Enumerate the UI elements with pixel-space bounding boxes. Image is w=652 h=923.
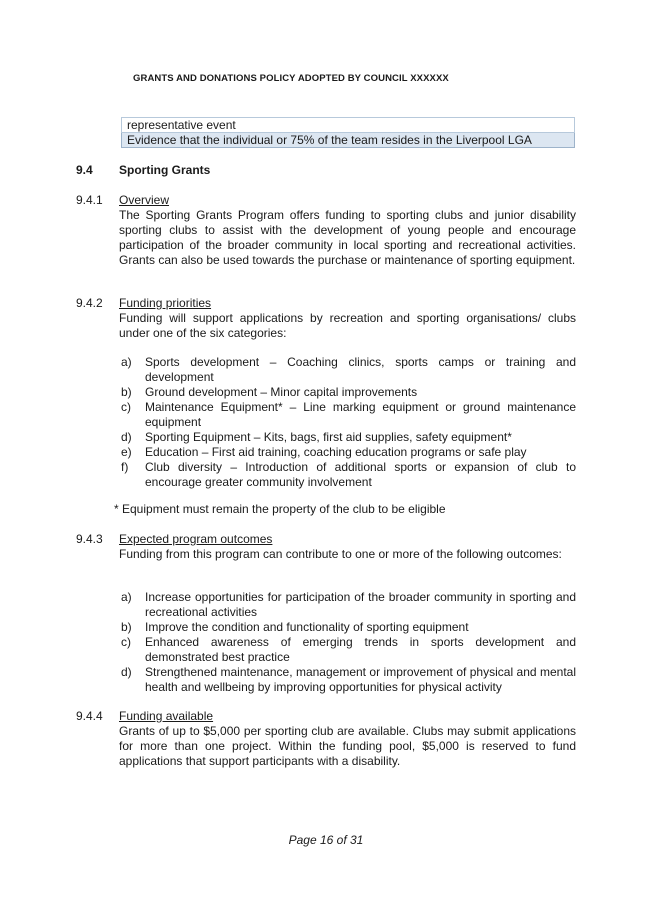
list-item: [121, 635, 576, 665]
list-text: Sporting Equipment – Kits, bags, first aid supplies, safety equipment*: [145, 430, 512, 444]
list-label: c): [121, 400, 131, 414]
list-label: a): [121, 590, 132, 604]
subsection-paragraph: Grants of up to $5,000 per sporting club are available. Clubs may submit applications for more than one project. Within the funding pool, $5,000 is reserved to fund applications that support participants with a disability.: [119, 724, 576, 768]
priorities-list: [121, 355, 576, 490]
list-label: d): [121, 665, 132, 679]
list-text: Increase opportunities for participation of the broader community in sporting and recreational activities: [145, 590, 576, 619]
list-item: [121, 355, 576, 385]
list-item: [121, 445, 576, 460]
subsection-number: 9.4.4: [76, 709, 103, 723]
list-text: Strengthened maintenance, management or improvement of physical and mental health and wellbeing by improving opportunities for physical activity: [145, 665, 576, 694]
list-label: b): [121, 385, 132, 399]
table-cell: representative event: [122, 118, 575, 133]
section-title: Sporting Grants: [119, 163, 211, 177]
subsection-number: 9.4.3: [76, 532, 103, 546]
table-row: [122, 133, 575, 148]
list-text: Club diversity – Introduction of additional sports or expansion of club to encourage greater community involvement: [145, 460, 576, 489]
list-text: Improve the condition and functionality of sporting equipment: [145, 620, 469, 634]
subsection-paragraph: Funding will support applications by recreation and sporting organisations/ clubs under one of the six categories:: [119, 311, 576, 340]
page-number: Page 16 of 31: [288, 833, 364, 847]
outcomes-list: [121, 590, 576, 695]
list-text: Maintenance Equipment* – Line marking equipment or ground maintenance equipment: [145, 400, 576, 429]
list-text: Ground development – Minor capital improvements: [145, 385, 418, 399]
table-row: [122, 118, 575, 133]
subsection-title: Expected program outcomes: [119, 532, 273, 546]
subsection-title: Overview: [119, 193, 170, 207]
subsection-number: 9.4.2: [76, 296, 103, 310]
table-cell: Evidence that the individual or 75% of the team resides in the Liverpool LGA: [122, 133, 575, 148]
section-heading: [76, 163, 210, 177]
list-item: [121, 590, 576, 620]
list-item: [121, 385, 576, 400]
list-item: [121, 665, 576, 695]
list-item: [121, 430, 576, 445]
list-label: a): [121, 355, 132, 369]
carryover-table: [121, 117, 575, 148]
list-text: Education – First aid training, coaching education programs or safe play: [145, 445, 527, 459]
list-item: [121, 460, 576, 490]
list-label: f): [121, 460, 129, 474]
subsection-title: Funding priorities: [119, 296, 212, 310]
subsection-number: 9.4.1: [76, 193, 103, 207]
subsection-paragraph: The Sporting Grants Program offers funding to sporting clubs and junior disability sporting clubs to assist with the development of young people and encourage participation of the broader community in local sporting and recreational activities. Grants can also be used towards the purchase or maintenance of sporting equipment.: [119, 208, 576, 267]
section-number: 9.4: [76, 163, 93, 177]
footnote-equipment: * Equipment must remain the property of the club to be eligible: [114, 502, 446, 516]
list-label: b): [121, 620, 132, 634]
list-text: Enhanced awareness of emerging trends in sports development and demonstrated best practice: [145, 635, 576, 664]
page-header: GRANTS AND DONATIONS POLICY ADOPTED BY COUNCIL XXXXXX: [133, 73, 449, 84]
list-item: [121, 620, 576, 635]
subsection-title: Funding available: [119, 709, 214, 723]
list-item: [121, 400, 576, 430]
subsection-paragraph: Funding from this program can contribute to one or more of the following outcomes:: [119, 547, 562, 561]
list-label: c): [121, 635, 131, 649]
list-label: d): [121, 430, 132, 444]
list-label: e): [121, 445, 132, 459]
list-text: Sports development – Coaching clinics, sports camps or training and development: [145, 355, 576, 384]
